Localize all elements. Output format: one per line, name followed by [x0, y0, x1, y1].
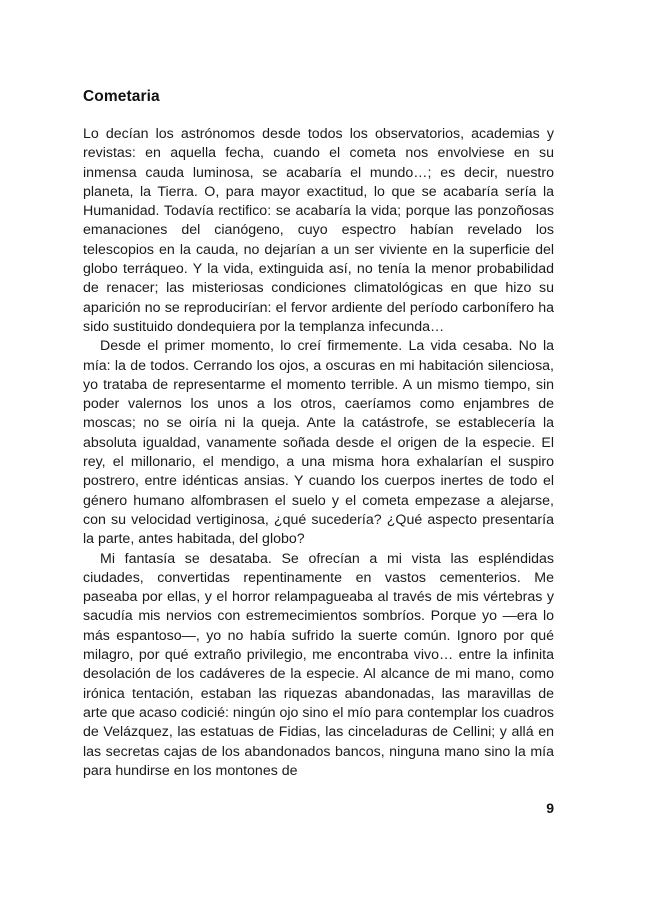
- body-text: [83, 125, 554, 781]
- chapter-title: Cometaria: [83, 88, 160, 105]
- paragraph: Lo decían los astrónomos desde todos los observatorios, academias y revistas: en aquella fecha, cuando el cometa nos envolviese en su inmensa cauda luminosa, se acabaría el mundo…; es decir, nuestro planeta, la Tierra. O, para mayor exactitud, lo que se acabaría sería la Humanidad. Todavía rectifico: se acabaría la vida; porque las ponzoñosas emanaciones del cianógeno, cuyo espectro habían revelado los telescopios en la cauda, no dejarían a un ser viviente en la superficie del globo terráqueo. Y la vida, extinguida así, no tenía la menor probabilidad de renacer; las misteriosas condiciones climatológicas en que hizo su aparición no se reproducirían: el fervor ardiente del período carbonífero ha sido sustituido dondequiera por la templanza infecunda…: [83, 126, 554, 335]
- paragraph: Mi fantasía se desataba. Se ofrecían a mi vista las espléndidas ciudades, convertidas repentinamente en vastos cementerios. Me paseaba por ellas, y el horror relampagueaba al través de mis vértebras y sacudía mis nervios con estremecimientos sombríos. Porque yo —era lo más espantoso—, yo no había sufrido la suerte común. Ignoro por qué milagro, por qué extraño privilegio, me encontraba vivo… entre la infinita desolación de los cadáveres de la especie. Al alcance de mi mano, como irónica tentación, estaban las riquezas abandonadas, las maravillas de arte que acaso codicié: ningún ojo sino el mío para contemplar los cuadros de Velázquez, las estatuas de Fidias, las cinceladuras de Cellini; y allá en las secretas cajas de los abandonados bancos, ninguna mano sino la mía para hundirse en los montones de: [83, 550, 554, 779]
- page-number: 9: [546, 800, 554, 816]
- paragraph: Desde el primer momento, lo creí firmemente. La vida cesaba. No la mía: la de todos. Cerrando los ojos, a oscuras en mi habitación silenciosa, yo trataba de representarme el momento terrible. A un mismo tiempo, sin poder valernos los unos a los otros, caeríamos como enjambres de moscas; no se oiría ni la queja. Ante la catástrofe, se establecería la absoluta igualdad, vanamente soñada desde el origen de la especie. El rey, el millonario, el mendigo, a una misma hora exhalarían el suspiro postrero, entre idénticas ansias. Y cuando los cuerpos inertes de todo el género humano alfombrasen el suelo y el cometa empezase a alejarse, con su velocidad vertiginosa, ¿qué sucedería? ¿Qué aspecto presentaría la parte, antes habitada, del globo?: [83, 338, 554, 548]
